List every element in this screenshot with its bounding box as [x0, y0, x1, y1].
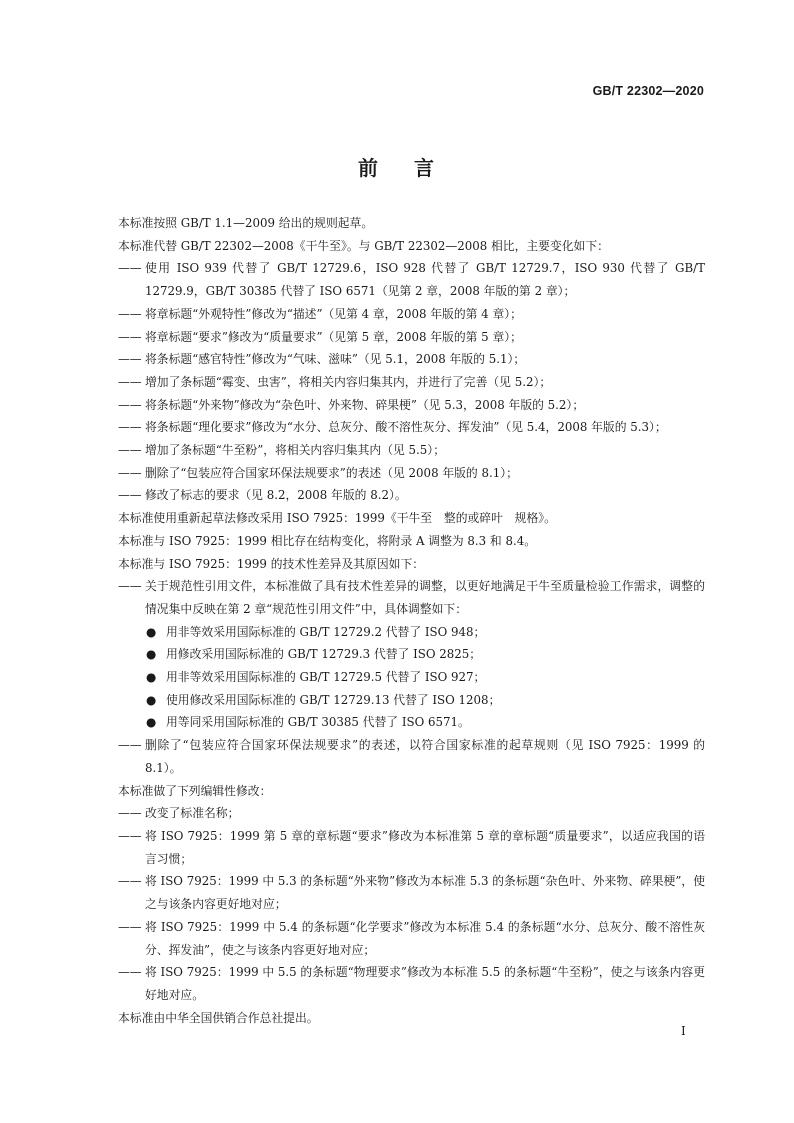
bullet-text: 用修改采用国际标准的 GB/T 12729.3 代替了 ISO 2825；: [166, 647, 482, 662]
list-item-text: 删除了“包装应符合国家环保法规要求”的表述，以符合国家标准的起草规则（见 ISO 7925：1999 的 8.1）。: [145, 738, 705, 775]
dash-mark: ——: [118, 352, 142, 367]
list-item-text: 将章标题“要求”修改为“质量要求”（见第 5 章，2008 年版的第 5 章）；: [145, 329, 522, 344]
dash-mark: ——: [118, 420, 142, 435]
dash-mark: ——: [118, 443, 142, 458]
dash-mark: ——: [118, 374, 142, 389]
proposer-paragraph: 本标准由中华全国供销合作总社提出。: [118, 1010, 319, 1025]
bullet-text: 用非等效采用国际标准的 GB/T 12729.5 代替了 ISO 927；: [166, 670, 486, 685]
bullet-item: [118, 666, 705, 689]
title-part-2: 言: [414, 156, 436, 180]
list-item: [118, 802, 705, 825]
bullet-item: [118, 689, 705, 712]
list-item: [118, 734, 705, 779]
list-item-text: 将 ISO 7925：1999 中 5.3 的条标题“外来物”修改为本标准 5.3 的条标题“杂色叶、外来物、碎果梗”，使之与该条内容更好地对应；: [145, 874, 705, 912]
list-item-text: 将条标题“感官特性”修改为“气味、滋味”（见 5.1，2008 年版的 5.1）；: [145, 352, 526, 367]
bullet-item: [118, 643, 705, 666]
adoption-paragraph: 本标准使用重新起草法修改采用 ISO 7925：1999《干牛至 整的或碎叶 规格》。: [118, 511, 556, 526]
dash-mark: ——: [118, 261, 142, 276]
list-item: [118, 416, 705, 439]
list-item-text: 将 ISO 7925：1999 第 5 章的章标题“要求”修改为本标准第 5 章的章标题“质量要求”，以适应我国的语言习惯；: [145, 828, 705, 866]
bullet-list: [118, 621, 705, 735]
foreword-body: [118, 212, 705, 1029]
list-item: [118, 870, 705, 915]
list-item: [118, 326, 705, 349]
structure-change-paragraph: 本标准与 ISO 7925：1999 相比存在结构变化，将附录 A 调整为 8.3 和 8.4。: [118, 533, 537, 548]
dash-mark: ——: [118, 965, 142, 980]
list-item-text: 将章标题“外观特性”修改为“描述”（见第 4 章，2008 年版的第 4 章）；: [145, 306, 522, 321]
list-item: [118, 439, 705, 462]
bullet-icon: ●: [146, 624, 157, 639]
bullet-text: 用非等效采用国际标准的 GB/T 12729.2 代替了 ISO 948；: [166, 624, 486, 639]
bullet-text: 使用修改采用国际标准的 GB/T 12729.13 代替了 ISO 1208；: [166, 692, 501, 707]
list-item-text: 将 ISO 7925：1999 中 5.5 的条标题“物理要求”修改为本标准 5.5 的条标题“牛至粉”，使之与该条内容更好地对应。: [145, 965, 705, 1002]
list-item: [118, 961, 705, 1006]
list-item-text: 修改了标志的要求（见 8.2，2008 年版的 8.2）。: [145, 488, 407, 503]
tech-diff-intro: 本标准与 ISO 7925：1999 的技术性差异及其原因如下：: [118, 556, 425, 571]
list-item: [118, 303, 705, 326]
dash-mark: ——: [118, 828, 142, 843]
dash-mark: ——: [118, 806, 142, 821]
list-item: [118, 257, 705, 302]
list-item-text: 将条标题“外来物”修改为“杂色叶、外来物、碎果梗”（见 5.3，2008 年版的 5.2）；: [145, 397, 585, 412]
replacement-paragraph: 本标准代替 GB/T 22302—2008《干牛至》。与 GB/T 22302—2008 相比，主要变化如下：: [118, 238, 609, 253]
dash-mark: ——: [118, 919, 142, 934]
dash-mark: ——: [118, 738, 142, 753]
bullet-item: [118, 711, 705, 734]
list-item: [118, 462, 705, 485]
editorial-list: [118, 802, 705, 1006]
list-item: [118, 575, 705, 620]
dash-mark: ——: [118, 397, 142, 412]
page-number: I: [681, 1024, 686, 1038]
list-item: [118, 394, 705, 417]
list-item-text: 增加了条标题“牛至粉”，将相关内容归集其内（见 5.5）；: [145, 443, 446, 458]
dash-mark: ——: [118, 306, 142, 321]
title-part-1: 前: [358, 156, 380, 180]
list-item: [118, 825, 705, 870]
tech-diff-list: [118, 575, 705, 779]
list-item-text: 将 ISO 7925：1999 中 5.4 的条标题“化学要求”修改为本标准 5.4 的条标题“水分、总灰分、酸不溶性灰分、挥发油”，使之与该条内容更好地对应；: [145, 919, 705, 957]
list-item-text: 使用 ISO 939 代替了 GB/T 12729.6，ISO 928 代替了 GB/T 12729.7，ISO 930 代替了 GB/T 12729.9，GB/T 30385 代替了 ISO 6571（见第 2 章，2008 年版的第 2 章）；: [145, 261, 705, 299]
bullet-item: [118, 621, 705, 644]
list-item: [118, 348, 705, 371]
dash-mark: ——: [118, 488, 142, 503]
changes-list: [118, 257, 705, 507]
dash-mark: ——: [118, 579, 142, 594]
bullet-icon: ●: [146, 715, 157, 730]
bullet-icon: ●: [146, 692, 157, 707]
bullet-text: 用等同采用国际标准的 GB/T 30385 代替了 ISO 6571。: [166, 715, 470, 730]
list-item-text: 删除了“包装应符合国家环保法规要求”的表述（见 2008 年版的 8.1）；: [145, 465, 518, 480]
page-title: [0, 152, 794, 181]
bullet-icon: ●: [146, 647, 157, 662]
list-item-text: 将条标题“理化要求”修改为“水分、总灰分、酸不溶性灰分、挥发油”（见 5.4，2008 年版的 5.3）；: [145, 420, 667, 435]
list-item-text: 关于规范性引用文件，本标准做了具有技术性差异的调整，以更好地满足干牛至质量检验工作需求，调整的情况集中反映在第 2 章“规范性引用文件”中，具体调整如下：: [145, 579, 705, 616]
bullet-icon: ●: [146, 670, 157, 685]
dash-mark: ——: [118, 329, 142, 344]
list-item: [118, 371, 705, 394]
dash-mark: ——: [118, 874, 142, 889]
editorial-intro: 本标准做了下列编辑性修改：: [118, 783, 272, 798]
list-item: [118, 916, 705, 961]
standard-number: GB/T 22302—2020: [592, 84, 704, 98]
list-item: [118, 484, 705, 507]
list-item-text: 改变了标准名称；: [145, 806, 240, 821]
list-item-text: 增加了条标题“霉变、虫害”，将相关内容归集其内，并进行了完善（见 5.2）；: [145, 374, 552, 389]
drafting-rule-paragraph: 本标准按照 GB/T 1.1—2009 给出的规则起草。: [118, 216, 374, 230]
dash-mark: ——: [118, 465, 142, 480]
